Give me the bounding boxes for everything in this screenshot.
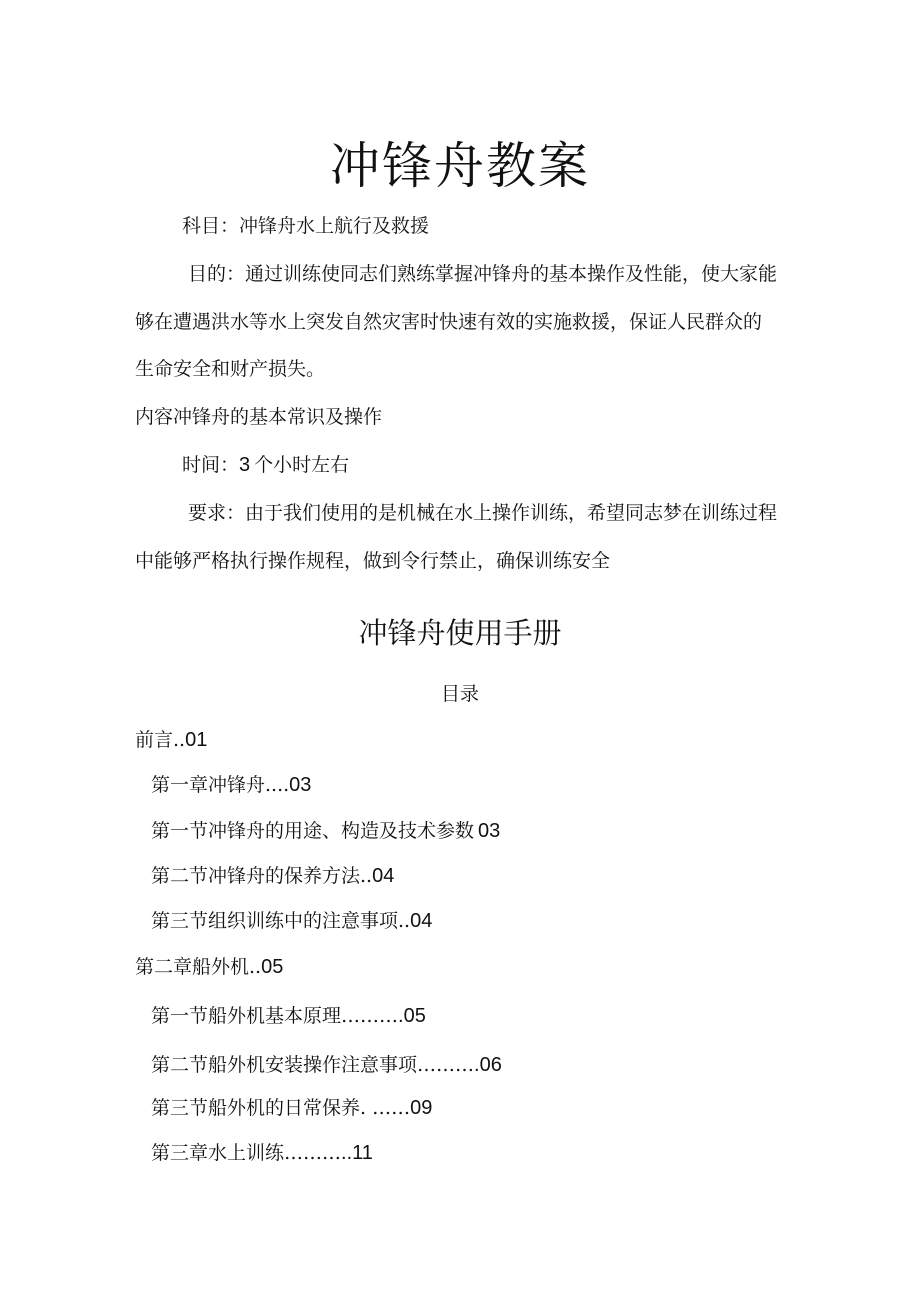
subject-line: 科目：冲锋舟水上航行及救援: [182, 215, 430, 237]
toc-entry[interactable]: [151, 1141, 373, 1165]
time-label: 时间：: [182, 454, 240, 476]
document-title: 冲锋舟教案: [330, 137, 590, 195]
toc-entry[interactable]: [151, 773, 311, 797]
time-unit: 个小时左右: [254, 454, 350, 476]
toc-entry-text: 第二节船外机安装操作注意事项………: [151, 1054, 475, 1076]
toc-heading: 目录: [440, 683, 479, 705]
toc-entry-page: 01: [185, 729, 208, 751]
toc-entry[interactable]: [151, 1096, 432, 1120]
toc-entry-text: 第一节船外机基本原理………: [151, 1005, 399, 1027]
toc-entry-page: .05: [398, 1005, 426, 1027]
toc-entry[interactable]: [151, 1004, 426, 1028]
toc-entry[interactable]: [151, 864, 394, 888]
toc-entry[interactable]: [151, 819, 500, 843]
toc-entry-page: .06: [474, 1054, 502, 1076]
toc-entry-page: 09: [410, 1097, 433, 1119]
toc-entry[interactable]: [151, 1053, 502, 1077]
toc-entry-text: 第二章船外机..: [135, 956, 262, 978]
manual-title: 冲锋舟使用手册: [358, 616, 562, 650]
toc-entry-text: 第三章水上训练………: [151, 1142, 342, 1164]
toc-entry[interactable]: [135, 728, 207, 752]
toc-entry-text: 第三节组织训练中的注意事项..: [151, 910, 411, 932]
purpose-line-2: 够在遭遇洪水等水上突发自然灾害时快速有效的实施救援，保证人民群众的: [135, 311, 763, 333]
purpose-line-3: 生命安全和财产损失。: [135, 358, 326, 380]
toc-entry-page: ..11: [341, 1142, 373, 1164]
toc-entry-page: 04: [372, 865, 395, 887]
toc-entry-page: 04: [410, 910, 433, 932]
content-line: 内容冲锋舟的基本常识及操作: [135, 406, 383, 428]
toc-entry-page: 03: [478, 820, 501, 842]
toc-entry[interactable]: [151, 909, 432, 933]
time-line: [182, 453, 349, 477]
toc-entry[interactable]: [135, 955, 283, 979]
toc-entry-page: 03: [289, 774, 312, 796]
requirement-line-2: 中能够严格执行操作规程，做到令行禁止，确保训练安全: [135, 550, 611, 572]
purpose-line-1: 目的：通过训练使同志们熟练掌握冲锋舟的基本操作及性能，使大家能: [188, 263, 778, 285]
toc-entry-text: 第二节冲锋舟的保养方法..: [151, 865, 373, 887]
requirement-line-1: 要求：由于我们使用的是机械在水上操作训练，希望同志梦在训练过程: [188, 502, 778, 524]
toc-entry-text: 前言..: [135, 729, 186, 751]
toc-entry-text: 第三节船外机的日常保养. ……: [151, 1097, 411, 1119]
time-value: 3: [239, 454, 251, 476]
toc-entry-page: 05: [261, 956, 284, 978]
toc-entry-text: 第一节冲锋舟的用途、构造及技术参数: [151, 820, 475, 842]
toc-entry-text: 第一章冲锋舟....: [151, 774, 290, 796]
